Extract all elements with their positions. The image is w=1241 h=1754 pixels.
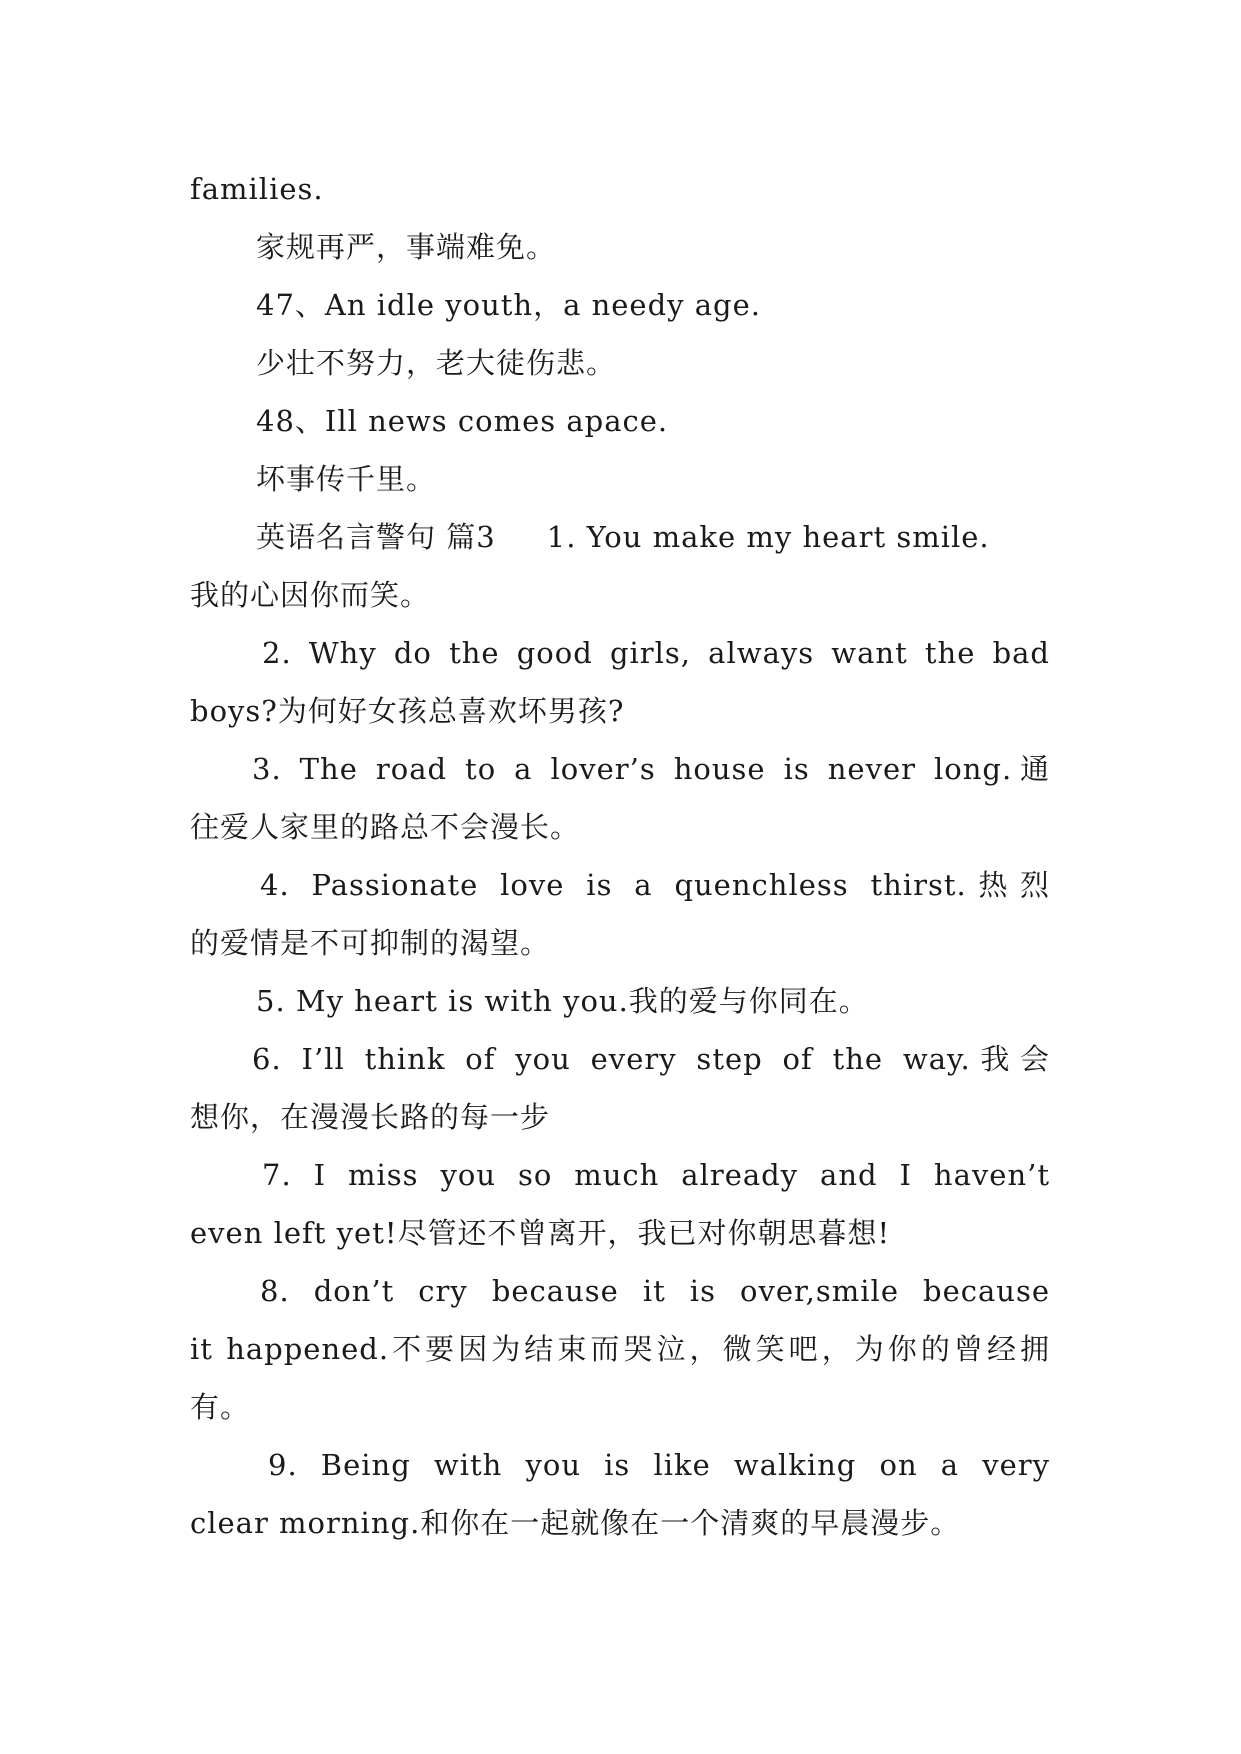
- text-line: clear morning.和你在一起就像在一个清爽的早晨漫步。: [190, 1506, 961, 1540]
- text-line: 47、An idle youth，a needy age.: [256, 288, 761, 322]
- text-line: 3. The road to a lover’s house is never long.通: [252, 752, 1050, 786]
- text-line: families.: [190, 172, 324, 206]
- text-line: 往爱人家里的路总不会漫长。: [190, 810, 581, 844]
- text-line: 的爱情是不可抑制的渴望。: [190, 926, 551, 960]
- text-line: 9. Being with you is like walking on a very: [268, 1448, 1050, 1482]
- text-line: 7. I miss you so much already and I haven’t: [262, 1158, 1050, 1192]
- document-body: [190, 160, 1050, 1552]
- text-line: even left yet!尽管还不曾离开，我已对你朝思暮想!: [190, 1216, 891, 1250]
- text-line: 家规再严，事端难免。: [256, 230, 557, 264]
- text-line: 想你，在漫漫长路的每一步: [190, 1100, 551, 1134]
- text-line: boys?为何好女孩总喜欢坏男孩?: [190, 694, 625, 728]
- text-line: 2. Why do the good girls, always want the bad: [262, 636, 1050, 670]
- text-line: 6. I’ll think of you every step of the way.我会: [252, 1042, 1050, 1076]
- text-line: 我的心因你而笑。: [190, 578, 431, 612]
- text-line: 坏事传千里。: [256, 462, 437, 496]
- text-line: 8. don’t cry because it is over,smile because: [260, 1274, 1050, 1308]
- section-heading-line: 英语名言警句 篇3 1. You make my heart smile.: [256, 520, 990, 554]
- text-line: 少壮不努力，老大徒伤悲。: [256, 346, 617, 380]
- text-line: it happened.不要因为结束而哭泣，微笑吧，为你的曾经拥: [190, 1332, 1050, 1366]
- text-line: 5. My heart is with you.我的爱与你同在。: [256, 984, 869, 1018]
- text-line: 有。: [190, 1390, 251, 1424]
- text-line: 4. Passionate love is a quenchless thirst.热烈: [260, 868, 1050, 902]
- text-line: 48、Ill news comes apace.: [256, 404, 669, 438]
